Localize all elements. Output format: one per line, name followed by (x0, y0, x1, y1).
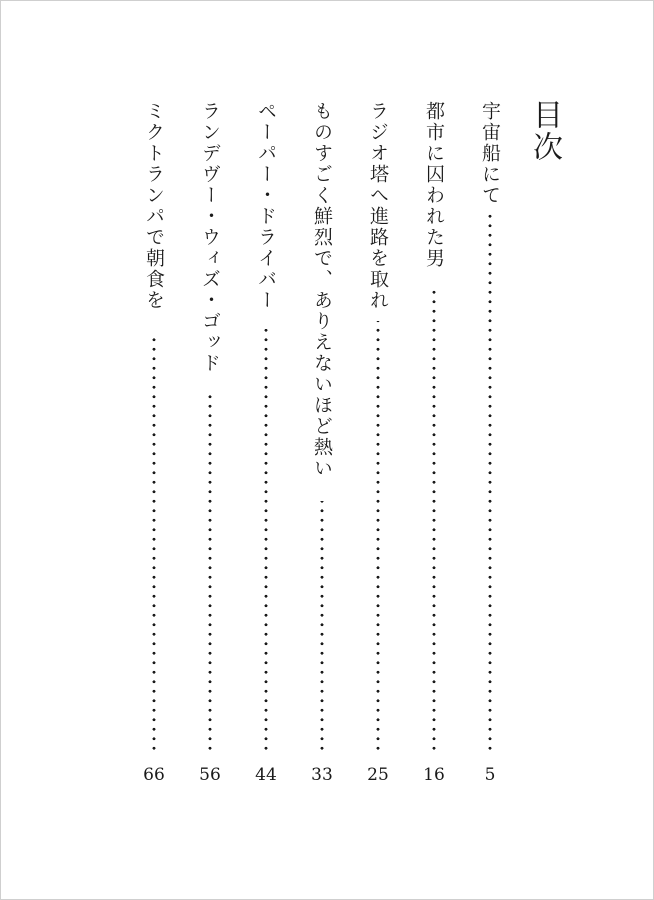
toc-entry[interactable] (364, 101, 392, 791)
toc-entry-page-number: 66 (143, 765, 165, 785)
toc-entry-title: ランデヴー・ウィズ・ゴッド (199, 101, 221, 374)
dot-leader (152, 333, 156, 753)
toc-entry-page-number: 16 (423, 765, 445, 785)
toc-entry-page-number: 56 (199, 765, 221, 785)
dot-leader (432, 285, 436, 753)
toc-entry-title: ペーパー・ドライバー (255, 101, 277, 311)
toc-entry[interactable] (420, 101, 448, 791)
dot-leader (264, 329, 268, 753)
toc-entry[interactable] (476, 101, 504, 791)
dot-leader (488, 213, 492, 753)
toc-entry-title: ものすごく鮮烈で、ありえないほど熱い (311, 101, 333, 479)
toc-entry[interactable] (308, 101, 336, 791)
toc-entry-title: 宇宙船にて (479, 101, 501, 206)
toc-entry-title: ミクトランパで朝食を (143, 101, 165, 311)
toc-heading: 目次 (527, 99, 562, 163)
toc-entry-page-number: 5 (484, 765, 496, 785)
toc-entry[interactable] (140, 101, 168, 791)
toc-entry-title: 都市に囚われた男 (423, 101, 445, 269)
toc-entry-page-number: 25 (367, 765, 389, 785)
toc-entry-title: ラジオ塔へ進路を取れ (367, 101, 389, 311)
toc-entry-page-number: 44 (255, 765, 277, 785)
dot-leader (320, 501, 324, 753)
toc-entry[interactable] (196, 101, 224, 791)
toc-entry-page-number: 33 (311, 765, 333, 785)
toc-entry[interactable] (252, 101, 280, 791)
dot-leader (376, 321, 380, 753)
dot-leader (208, 391, 212, 753)
